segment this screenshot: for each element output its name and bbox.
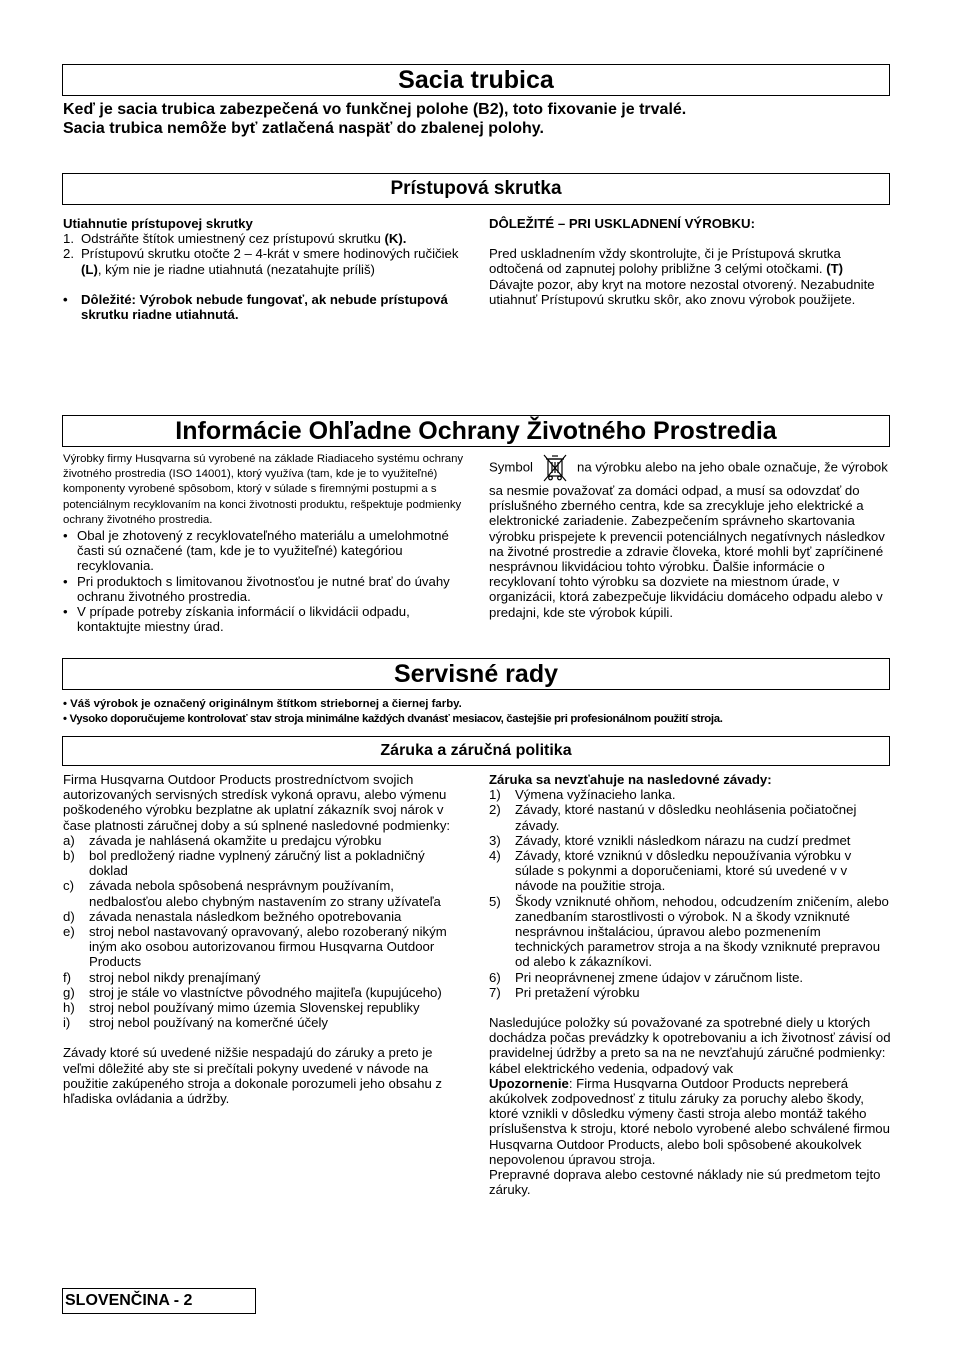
exclusion-text: Závady, ktoré nastanú v dôsledku neohlásenia počiatočnej závady.: [515, 802, 857, 833]
exclusions-heading: Záruka sa nevzťahuje na nasledovné závady:: [489, 772, 772, 787]
storage-paragraph-1: [489, 246, 889, 276]
pristupova-important-list: [63, 292, 463, 322]
notice-text: : Firma Husqvarna Outdoor Products nepreberá akúkolvek zodpovednosť z titulu záruky za poruchy alebo škody, ktoré vznikli v dôsledku výmeny časti stroja alebo montáž takého príslušenstva k stroju, ktoré nebolo vyrobené alebo schválené firmou Husqvarna Outdoor Products, alebo boli spôsobené akoukolvek nepovolenou úpravou stroja.: [489, 1075, 890, 1167]
storage-ref: (T): [826, 261, 844, 277]
condition-text: závada nenastala následkom bežného opotrebovania: [89, 908, 402, 924]
weee-symbol-line: [489, 453, 889, 620]
condition-item: [63, 1000, 463, 1015]
step-number: 2.: [63, 246, 74, 262]
env-bullet-2: [63, 574, 465, 604]
section-title-zaruka: [62, 736, 890, 766]
pristupova-step-2: [63, 246, 463, 276]
bullet: •: [63, 528, 68, 544]
condition-item: [63, 848, 463, 878]
condition-item: [63, 909, 463, 924]
condition-text: závada nebola spôsobená nesprávnym používaním, nedbalosťou alebo chybným nastavením zo strany užívateľa: [89, 878, 441, 909]
exclusion-text: Závady, ktoré vznikli následkom nárazu na cudzí predmet: [515, 832, 851, 848]
bullet: •: [63, 698, 67, 710]
notice-label: Upozornenie: [489, 1075, 569, 1091]
servis-bullet-2: [63, 712, 893, 727]
condition-text: bol predložený riadne vyplnený záručný list a pokladničný doklad: [89, 848, 425, 879]
servis-bullets: [63, 697, 893, 727]
pristupova-left-heading: Utiahnutie prístupovej skrutky: [63, 216, 253, 231]
condition-letter: b): [63, 848, 75, 864]
exclusion-text: Výmena vyžínacieho lanka.: [515, 787, 676, 803]
exclusion-item: [489, 833, 891, 848]
condition-text: stroj nebol používaný mimo územia Slovenskej republiky: [89, 1000, 420, 1016]
exclusion-item: [489, 894, 891, 970]
exclusion-item: [489, 985, 891, 1000]
warranty-exclusions: [489, 787, 891, 1000]
exclusion-number: 3): [489, 832, 501, 848]
step-number: 1.: [63, 231, 74, 247]
warranty-conditions: [63, 833, 463, 1031]
important-text: Dôležité: Výrobok nebude fungovať, ak nebude prístupová skrutku riadne utiahnutá.: [81, 291, 448, 323]
notice-paragraph: [489, 1076, 891, 1167]
exclusion-text: Závady, ktoré vzniknú v dôsledku nepoužívania výrobku v súlade s pokynmi a doporučeniami, ktoré sú uvedené v v návode na použitie stroja.: [515, 848, 852, 894]
exclusion-item: [489, 802, 891, 832]
servis-title: Servisné rady: [394, 660, 558, 688]
step-ref: (L): [81, 261, 98, 277]
bullet: •: [63, 573, 68, 589]
condition-text: závada je nahlásená okamžite u predajcu výrobku: [89, 832, 382, 848]
env-bullet-1: [63, 528, 465, 574]
condition-item: [63, 970, 463, 985]
condition-item: [63, 985, 463, 1000]
condition-text: stroj nebol používaný na komerčné účely: [89, 1015, 328, 1031]
page-footer-label: SLOVENČINA - 2: [62, 1288, 256, 1314]
env-bullets: [63, 528, 465, 634]
pristupova-left-column: [63, 216, 463, 322]
step-text-post: , kým nie je riadne utiahnutá (nezatahujte príliš): [97, 261, 375, 277]
condition-letter: d): [63, 908, 75, 924]
env-bullet-3: [63, 604, 465, 634]
sacia-title: Sacia trubica: [398, 66, 554, 94]
transport-paragraph: Prepravné doprava alebo cestovné náklady nie sú predmetom tejto záruky.: [489, 1167, 881, 1198]
step-text: Prístupovú skrutku otočte 2 – 4-krát v smere hodinových ručičiek: [81, 246, 459, 262]
exclusion-item: [489, 848, 891, 894]
spacer: [489, 1000, 891, 1015]
exclusion-number: 6): [489, 969, 501, 985]
condition-item: [63, 1015, 463, 1030]
exclusion-number: 2): [489, 802, 501, 818]
pristupova-steps: [63, 231, 463, 277]
pristupova-right-heading: DÔLEŽITÉ – PRI USKLADNENÍ VÝROBKU:: [489, 216, 755, 231]
spacer: [63, 277, 463, 292]
symbol-word: Symbol: [489, 459, 533, 475]
spacer: [489, 231, 889, 246]
pristupova-important: [63, 292, 463, 322]
bullet: •: [63, 291, 68, 307]
condition-letter: i): [63, 1015, 71, 1031]
spacer: [63, 1030, 463, 1045]
consumables-paragraph: Nasledujúce položky sú považované za spotrebné diely u ktorých dochádza počas prevádzky k opotrebovaniu a ich životnosť závisí od pravidelnej údržby a preto sa na ne nevzťahujú záručné podmienky: kábel elektrického vedenia, odpadový vak: [489, 1015, 891, 1076]
sacia-lead: [63, 100, 893, 138]
env-left-column: [63, 452, 465, 634]
zaruka-outro: Závady ktoré sú uvedené nižšie nespadajú do záruky a preto je veľmi dôležité aby ste si prečítali pokyny uvedené v návode na použitie zakúpeného stroja a dokonale porozumeli jeho obsahu z hľadiska ovládania a údržby.: [63, 1045, 443, 1107]
pristupova-right-column: [489, 216, 889, 307]
condition-text: stroj nebol nikdy prenajímaný: [89, 969, 261, 985]
zaruka-title: Záruka a záručná politika: [380, 742, 572, 759]
bullet: •: [63, 604, 68, 620]
env-right-column: [489, 453, 889, 620]
condition-text: stroj nebol nastavovaný opravovaný, alebo rozoberaný nikým iným ako osobou autorizovanou firmou Husqvarna Outdoor Products: [89, 924, 447, 970]
crossed-out-wheelie-bin-icon: [541, 453, 569, 483]
storage-text-1: Pred uskladnením vždy skontrolujte, či je Prístupová skrutka odtočená od zapnutej polohy približne 3 celými otočkami.: [489, 246, 841, 277]
exclusion-number: 1): [489, 787, 501, 803]
sacia-lead-line-2: Sacia trubica nemôže byť zatlačená naspäť do zbalenej polohy.: [63, 120, 544, 137]
servis-bullet-1: [63, 697, 893, 712]
env-bullet-text: V prípade potreby získania informácií o likvidácii odpadu, kontaktujte miestny úrad.: [77, 604, 410, 635]
env-intro: Výrobky firmy Husqvarna sú vyrobené na základe Riadiaceho systému ochrany životného prostredia (ISO 14001), ktorý využíva (tam, kde je to využiteľné) komponenty vyrobené spôsobom, ktorý v súlade s firemnými postupmi a s potenciálnym recyklovaním na konci životnosti produktu, rešpektuje podmienky ochrany životného prostredia.: [63, 453, 464, 526]
condition-letter: e): [63, 924, 75, 940]
exclusion-number: 4): [489, 848, 501, 864]
bullet: •: [63, 713, 67, 725]
section-title-sacia-trubica: [62, 64, 890, 96]
pristupova-title: Prístupová skrutka: [390, 178, 562, 199]
exclusion-text: Pri pretažení výrobku: [515, 984, 640, 1000]
condition-letter: c): [63, 878, 74, 894]
zaruka-intro: Firma Husqvarna Outdoor Products prostredníctvom svojich autorizovaných servisných stredísk vykoná opravu, alebo výmenu poškodeného výrobku bezplatne ak uplatní zákazník svoj nárok v čase platnosti záručnej doby a sú splnené nasledovné podmienky:: [63, 772, 451, 833]
storage-paragraph-2: Dávajte pozor, aby kryt na motore nezostal otvorený. Nezabudnite utiahnuť Prístupovú skrutku skôr, ako znovu výrobok použijete.: [489, 276, 875, 307]
step-ref: (K).: [384, 231, 407, 247]
zaruka-left-column: [63, 772, 463, 1106]
condition-letter: a): [63, 832, 75, 848]
env-bullet-text: Obal je zhotovený z recyklovateľného materiálu a umelohmotné časti sú označené (tam, kde je to využiteľné) kategóriou recyklovania.: [77, 528, 449, 574]
exclusion-text: Škody vzniknuté ohňom, nehodou, odcudzením zničením, alebo zanedbaním starostlivosti o výrobok. N a škody vzniknuté nesprávnou inštaláciou, úpravou alebo pozmenením technických parametrov stroja a na škody vzniknuté prepravou od alebo k zákazníkovi.: [515, 893, 889, 970]
condition-item: [63, 878, 463, 908]
condition-item: [63, 924, 463, 970]
zaruka-right-column: [489, 772, 891, 1197]
exclusion-item: [489, 787, 891, 802]
step-text: Odstráňte štítok umiestnený cez prístupovú skrutku: [81, 231, 381, 247]
condition-letter: g): [63, 984, 75, 1000]
condition-letter: f): [63, 969, 72, 985]
condition-text: stroj je stále vo vlastníctve pôvodného majiteľa (kupujúceho): [89, 984, 442, 1000]
servis-bullet-text: Váš výrobok je označený originálnym štítkom striebornej a čiernej farby.: [70, 698, 462, 710]
env-bullet-text: Pri produktoch s limitovanou životnosťou je nutné brať do úvahy ochranu životného prostredia.: [77, 573, 450, 604]
exclusion-text: Pri neoprávnenej zmene údajov v záručnom liste.: [515, 969, 804, 985]
section-title-servis: [62, 658, 890, 690]
condition-item: [63, 833, 463, 848]
condition-letter: h): [63, 1000, 75, 1016]
exclusion-number: 7): [489, 984, 501, 1000]
exclusion-number: 5): [489, 893, 501, 909]
servis-bullet-text: Vysoko doporučujeme kontrolovať stav stroja minimálne každých dvanásť mesiacov, častejšie pri profesionálnom použití stroja.: [69, 713, 723, 725]
section-title-pristupova-skrutka: [62, 173, 890, 205]
sacia-lead-line-1: Keď je sacia trubica zabezpečená vo funkčnej polohe (B2), toto fixovanie je trvalé.: [63, 101, 687, 118]
exclusion-item: [489, 970, 891, 985]
symbol-text: na výrobku alebo na jeho obale označuje, že výrobok sa nesmie považovať za domáci odpad, a musí sa odovzdať do príslušného zberného centra, kde sa zrecykluje jeho elektrické a elektronické zariadenie. Zabezpečením správneho skartovania výrobku prispejete k prevencii potenciálnych negatívnych následkov na životné prostredie a zdravie človeka, ktoré mohli byť zapríčinené nesprávnou likvidáciou tohto výrobku. Ďalšie informácie o recyklovaní tohto výrobku sa dozviete na miestnom úrade, v organizácii, ktorá zabezpečuje likvidáciu domáceho odpadu alebo v predajni, kde ste výrobok kúpili.: [489, 459, 888, 620]
pristupova-step-1: [63, 231, 463, 246]
env-title: Informácie Ohľadne Ochrany Životného Prostredia: [175, 417, 777, 445]
section-title-environment: [62, 415, 890, 447]
